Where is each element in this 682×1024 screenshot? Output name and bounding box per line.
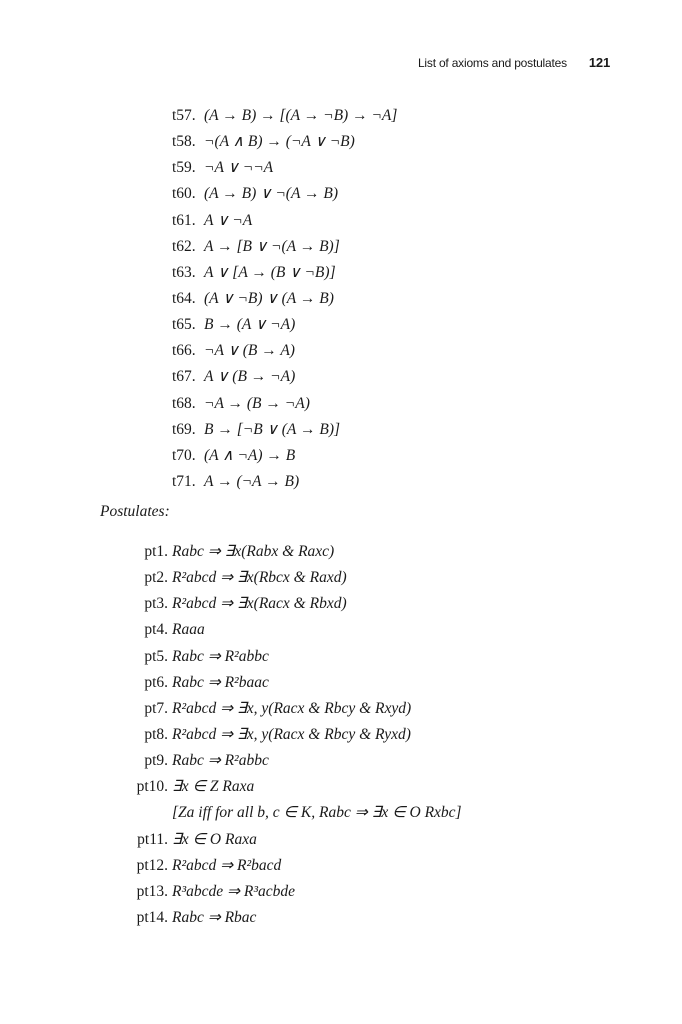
- theorem-label: t65.: [172, 316, 196, 334]
- theorem-formula: A → [B ∨ ¬(A → B)]: [204, 237, 340, 255]
- postulate-continuation-row: [0, 800, 682, 826]
- theorem-row: [0, 260, 682, 286]
- theorem-row: [0, 181, 682, 207]
- theorem-label: t58.: [172, 133, 196, 151]
- theorem-row: [0, 417, 682, 443]
- postulate-row: [0, 539, 682, 565]
- postulate-list: [0, 539, 682, 931]
- theorem-list: [0, 103, 682, 495]
- postulate-label: pt11.: [137, 830, 168, 848]
- postulates-heading: Postulates:: [100, 503, 170, 520]
- postulate-formula: Rabc ⇒ R²abbc: [172, 752, 269, 770]
- theorem-label: t71.: [172, 472, 196, 490]
- theorem-row: [0, 469, 682, 495]
- postulate-label: pt13.: [136, 882, 168, 900]
- theorem-formula: ¬A → (B → ¬A): [204, 394, 310, 412]
- theorem-formula: (A → B) → [(A → ¬B) → ¬A]: [204, 107, 398, 124]
- theorem-row: [0, 234, 682, 260]
- postulate-row: [0, 827, 682, 853]
- theorem-label: t59.: [172, 159, 196, 177]
- postulate-formula: ∃x ∈ O Raxa: [172, 830, 257, 848]
- postulate-row: [0, 644, 682, 670]
- theorem-label: t64.: [172, 289, 196, 307]
- postulate-label: pt8.: [144, 725, 168, 743]
- postulate-formula: R²abcd ⇒ R²bacd: [172, 856, 282, 874]
- theorem-formula: B → [¬B ∨ (A → B)]: [204, 420, 341, 438]
- postulate-row: [0, 722, 682, 748]
- running-head: [418, 55, 610, 70]
- postulate-formula: Rabc ⇒ Rbac: [172, 908, 257, 926]
- postulate-formula: R³abcde ⇒ R³acbde: [172, 882, 295, 900]
- postulate-formula: R²abcd ⇒ ∃x(Rbcx & Raxd): [172, 569, 347, 587]
- postulate-row: [0, 617, 682, 643]
- theorem-formula: B → (A ∨ ¬A): [204, 316, 296, 334]
- postulate-label: pt4.: [144, 621, 168, 639]
- theorem-row: [0, 286, 682, 312]
- postulate-label: pt7.: [144, 699, 168, 717]
- theorem-row: [0, 338, 682, 364]
- theorem-formula: ¬(A ∧ B) → (¬A ∨ ¬B): [204, 133, 355, 151]
- postulate-formula: ∃x ∈ Z Raxa: [172, 778, 255, 796]
- theorem-row: [0, 312, 682, 338]
- theorem-row: [0, 155, 682, 181]
- postulate-row: [0, 748, 682, 774]
- theorem-formula: (A ∨ ¬B) ∨ (A → B): [204, 289, 334, 307]
- theorem-label: t60.: [172, 185, 196, 203]
- theorem-formula: A → (¬A → B): [204, 472, 300, 490]
- theorem-label: t61.: [172, 211, 196, 229]
- postulate-label: pt10.: [136, 778, 168, 796]
- theorem-row: [0, 391, 682, 417]
- theorem-formula: ¬A ∨ ¬¬A: [204, 159, 274, 177]
- postulate-row: [0, 696, 682, 722]
- theorem-row: [0, 103, 682, 129]
- postulate-row: [0, 853, 682, 879]
- postulate-formula: R²abcd ⇒ ∃x, y(Racx & Rbcy & Ryxd): [172, 725, 411, 743]
- theorem-label: t66.: [172, 342, 196, 360]
- postulate-label: pt9.: [144, 752, 168, 770]
- theorem-row: [0, 129, 682, 155]
- postulate-formula: R²abcd ⇒ ∃x(Racx & Rbxd): [172, 595, 347, 613]
- theorem-formula: A ∨ (B → ¬A): [204, 368, 296, 386]
- postulate-formula: Rabc ⇒ R²abbc: [172, 647, 269, 665]
- postulate-formula: Raaa: [172, 621, 205, 639]
- postulate-row: [0, 774, 682, 800]
- postulate-label: pt6.: [144, 673, 168, 691]
- postulate-row: [0, 879, 682, 905]
- postulate-row: [0, 905, 682, 931]
- running-head-title: List of axioms and postulates: [417, 56, 567, 70]
- postulate-label: pt1.: [144, 543, 168, 560]
- page-number: 121: [588, 55, 610, 70]
- theorem-formula: (A ∧ ¬A) → B: [204, 446, 296, 464]
- theorem-label: t68.: [172, 394, 196, 412]
- theorem-label: t69.: [172, 420, 196, 438]
- postulate-label: pt5.: [144, 647, 168, 665]
- postulate-formula: R²abcd ⇒ ∃x, y(Racx & Rbcy & Rxyd): [172, 699, 412, 717]
- theorem-label: t63.: [172, 263, 196, 281]
- theorem-formula: A ∨ [A → (B ∨ ¬B)]: [204, 263, 336, 281]
- theorem-label: t57.: [172, 107, 196, 124]
- postulate-row: [0, 670, 682, 696]
- theorem-label: t67.: [172, 368, 196, 386]
- theorem-label: t62.: [172, 237, 196, 255]
- postulate-label: pt3.: [144, 595, 168, 613]
- postulate-row: [0, 565, 682, 591]
- postulate-label: pt12.: [136, 856, 168, 874]
- theorem-row: [0, 443, 682, 469]
- theorem-formula: (A → B) ∨ ¬(A → B): [204, 185, 339, 203]
- postulate-formula: [Za iff for all b, c ∈ K, Rabc ⇒ ∃x ∈ O Rxbc]: [172, 804, 462, 822]
- postulate-label: pt2.: [144, 569, 168, 587]
- postulate-formula: Rabc ⇒ ∃x(Rabx & Raxc): [172, 543, 335, 560]
- postulate-row: [0, 591, 682, 617]
- postulate-formula: Rabc ⇒ R²baac: [172, 673, 269, 691]
- theorem-formula: A ∨ ¬A: [204, 211, 253, 229]
- theorem-row: [0, 208, 682, 234]
- theorem-label: t70.: [172, 446, 196, 464]
- theorem-formula: ¬A ∨ (B → A): [204, 342, 295, 360]
- postulate-label: pt14.: [136, 908, 168, 926]
- theorem-row: [0, 364, 682, 390]
